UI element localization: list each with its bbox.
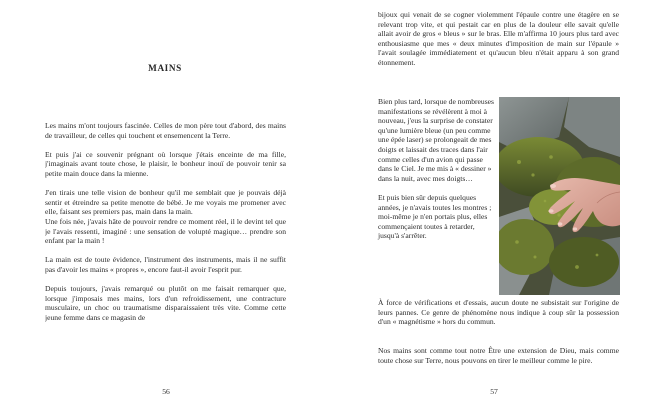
paragraph: Une fois née, j'avais hâte de pouvoir rendre ce moment réel, il le devint tel que je l'avais ressenti, imaginé : une sensation de volupté magique… prendre son enfant par la main ! <box>45 216 286 246</box>
paragraph: Depuis toujours, j'avais remarqué ou plutôt on me faisait remarquer que, lorsque j'imposais mes mains, lors d'un refroidissement, une contracture musculaire, un choc ou traumatisme disparaissaient très vite. Comme cette jeune femme dans ce magasin de <box>45 284 286 322</box>
left-page-text <box>45 121 286 383</box>
paragraph: Nos mains sont comme tout notre Être une extension de Dieu, mais comme toute chose sur Terre, nous pouvons en tirer le meilleur comme le pire. <box>378 346 619 365</box>
right-page-wrap-text <box>378 97 497 241</box>
paragraph: Bien plus tard, lorsque de nombreuses manifestations se révélèrent à moi à nouveau, j'eus la surprise de constater qu'une lumière bleue (un peu comme une épée laser) se prolongeait de mes doigts et laissait des traces dans l'air comme celles d'un avion qui passe dans le Ciel. Je me mis à « dessiner » dans la nuit, avec mes doigts… <box>378 97 494 183</box>
chapter-title: MAINS <box>148 63 182 73</box>
right-page-full-text <box>378 298 619 327</box>
paragraph: La main est de toute évidence, l'instrument des instruments, mais il ne suffit pas d'avoir les mains « propres », encore faut-il avoir l'esprit pur. <box>45 255 286 274</box>
photo-illustration <box>499 97 620 295</box>
paragraph: À force de vérifications et d'essais, aucun doute ne subsistait sur l'origine de leurs pannes. Ce genre de phénomène nous indique à coup sûr la possession d'un « magnétisme » hors du commun. <box>378 298 619 327</box>
right-page-top-text <box>378 10 619 68</box>
hand-on-moss-photo <box>499 97 620 295</box>
right-page-bottom-text <box>378 346 619 365</box>
paragraph: Et puis j'ai ce souvenir prégnant où lorsque j'étais enceinte de ma fille, j'imaginais avant toute chose, le plaisir, le bonheur inouï de pouvoir tenir sa petite main douce dans la mienne. <box>45 149 286 178</box>
paragraph: J'en tirais une telle vision de bonheur qu'il me semblait que je pouvais déjà sentir et étreindre sa petite menotte de bébé. Je me voyais me promener avec elle, faisant ses premiers pas, main dans la main. <box>45 188 286 217</box>
paragraph: Les mains m'ont toujours fascinée. Celles de mon père tout d'abord, des mains de travailleur, de celles qui touchent et ensemencent la Terre. <box>45 121 286 140</box>
page-number-right: 57 <box>490 387 498 396</box>
page-number-left: 56 <box>162 387 170 396</box>
paragraph: Et puis bien sûr depuis quelques années, je n'avais toutes les montres ; moi-même je n'en portais plus, elles commençaient toutes à retarder, jusqu'à s'arrêter. <box>378 192 492 241</box>
paragraph: bijoux qui venait de se cogner violemment l'épaule contre une étagère en se relevant trop vite, et qui pestait car en plus de la douleur elle savait qu'elle allait avoir de gros « bleus » sur le bras. Elle m'affirma 10 jours plus tard avec enthousiasme que mes « deux minutes d'imposition de main sur l'épaule » l'avait soulagée immédiatement et qu'aucun bleu n'était apparu à son grand étonnement. <box>378 10 619 67</box>
